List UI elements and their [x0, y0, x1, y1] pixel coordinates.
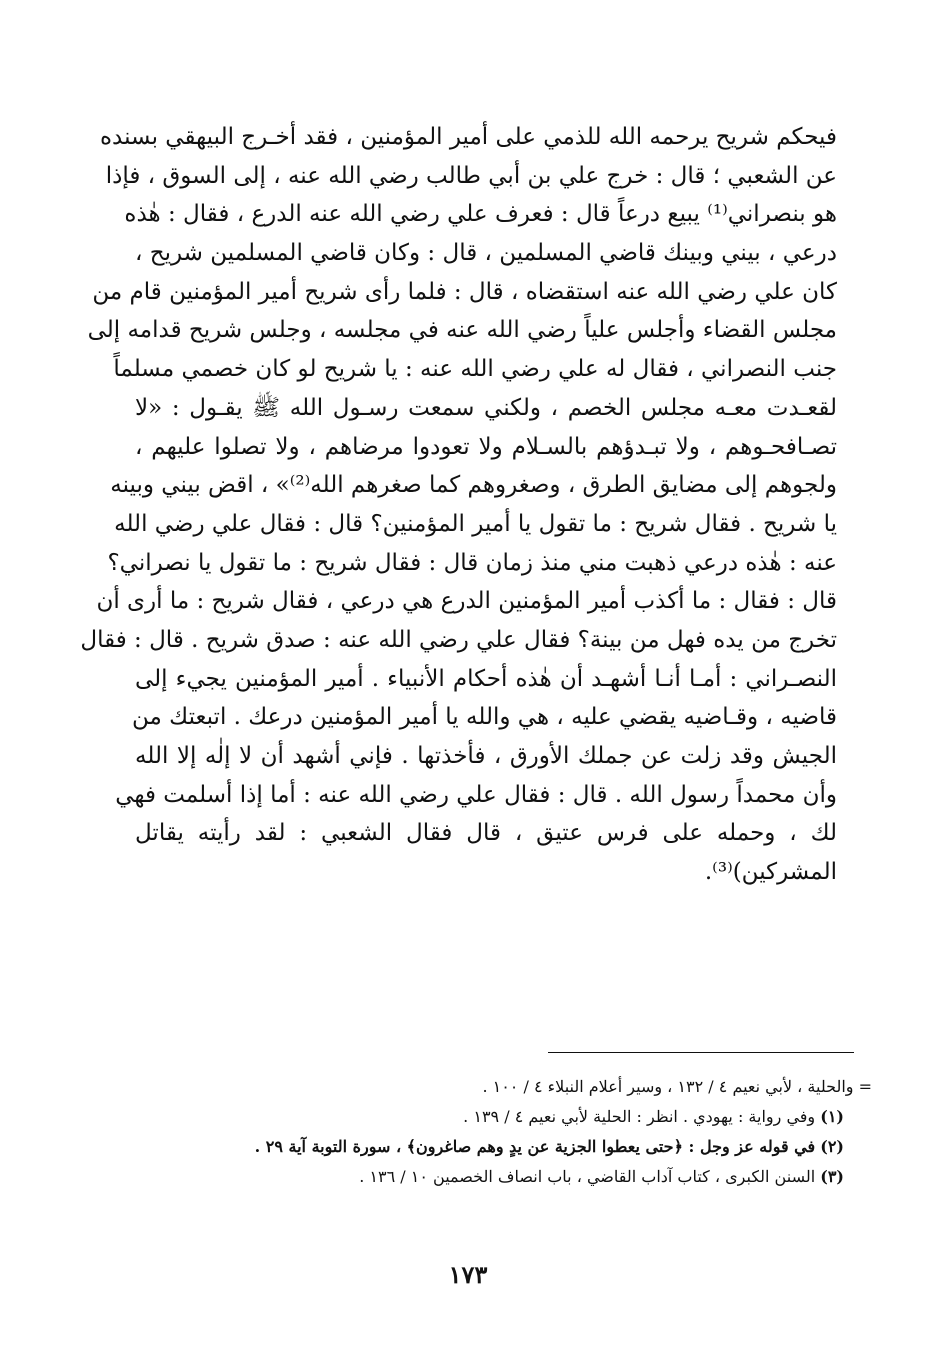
text-line: الجيش وقد زلت عن جملك الأورق ، فأخذتها . فإني أشهد أن لا إلٰه إلا الله	[135, 743, 837, 769]
text-line: لقعـدت معـه مجلس الخصم ، ولكني سمعت رسـول الله ﷺ يقـول : «لا	[135, 394, 837, 421]
text-line: فيحكم شريح يرحمه الله للذمي على أمير المؤمنين ، فقد أخـرج البيهقي بسنده	[99, 124, 837, 150]
footnote-continuation: = والحلية ، لأبي نعيم ٤ / ١٣٢ ، وسير أعلام النبلاء ٤ / ١٠٠ .	[482, 1077, 872, 1096]
footnotes	[120, 1072, 872, 1192]
text-line: عنه : هٰذه درعي ذهبت مني منذ زمان قال : فقال شريح : ما تقول يا نصراني؟	[107, 549, 837, 576]
text-line: النصـراني : أمـا أنـا أشهـد أن هٰذه أحكام الأنبياء . أمير المؤمنين يجيء إلى	[135, 665, 837, 692]
page-number: ١٧٣	[448, 1260, 488, 1289]
footnote-item	[120, 1102, 872, 1132]
footnote-item	[120, 1162, 872, 1192]
text-line: تخرج من يده فهل من بينة؟ فقال علي رضي الله عنه : صدق شريح . قال : فقال	[80, 626, 837, 653]
text-line: المشركين)⁽³⁾.	[704, 859, 837, 886]
footnote-item	[120, 1132, 872, 1162]
text-line: وأن محمداً رسول الله . قال : فقال علي رضي الله عنه : أما إذا أسلمت فهي	[115, 781, 837, 808]
main-text	[80, 118, 837, 892]
footnote-marker: (٢)	[820, 1137, 844, 1156]
footnote-text: وفي رواية : يهودي . انظر : الحلية لأبي نعيم ٤ / ١٣٩ .	[463, 1107, 816, 1126]
text-line: عن الشعبي ؛ قال : خرج علي بن أبي طالب رضي الله عنه ، إلى السوق ، فإذا	[105, 162, 837, 189]
text-line: تصـافحـوهم ، ولا تبـدؤهم بالسـلام ولا تعودوا مرضاهم ، ولا تصلوا عليهم ،	[135, 433, 837, 460]
footnote-text: في قوله عز وجل : ﴿حتى يعطوا الجزية عن يدٍ وهم صاغرون﴾ ، سورة التوبة آية ٢٩ .	[254, 1137, 816, 1156]
text-line: جنب النصراني ، فقال له علي رضي الله عنه : يا شريح لو كان خصمي مسلماً	[113, 356, 837, 383]
text-line: يا شريح . فقال شريح : ما تقول يا أمير المؤمنين؟ قال : فقال علي رضي الله	[114, 510, 837, 537]
text-line: كان علي رضي الله عنه استقضاه ، قال : فلما رأى شريح أمير المؤمنين قام من	[92, 278, 837, 305]
text-line: هو بنصراني⁽¹⁾ يبيع درعاً قال : فعرف علي رضي الله عنه الدرع ، فقال : هٰذه	[124, 201, 837, 228]
text-line: ولجوهم إلى مضايق الطرق ، وصغروهم كما صغرهم الله⁽²⁾» ، اقض بيني وبينه	[110, 472, 837, 499]
text-line: مجلس القضاء وأجلس علياً رضي الله عنه في مجلسه ، وجلس شريح قدامه إلى	[87, 317, 837, 344]
text-line: قاضيه ، وقـاضيه يقضي عليه ، هي والله يا أمير المؤمنين درعك . اتبعتك من	[132, 704, 837, 731]
footnote-marker: (٣)	[820, 1167, 844, 1186]
text-line: قال : فقال : ما أكذب أمير المؤمنين الدرع هي درعي ، فقال شريح : ما أرى أن	[96, 588, 837, 615]
footnote-divider	[548, 1052, 854, 1053]
footnote-text: السنن الكبرى ، كتاب آداب القاضي ، باب انصاف الخصمين ١٠ / ١٣٦ .	[359, 1167, 816, 1186]
footnote-marker: (١)	[820, 1107, 844, 1126]
text-line: لك ، وحمله على فرس عتيق ، قال فقال الشعبي : لقد رأيته يقاتل	[135, 820, 837, 847]
text-line: درعي ، بيني وبينك قاضي المسلمين ، قال : وكان قاضي المسلمين شريح ،	[135, 240, 837, 267]
